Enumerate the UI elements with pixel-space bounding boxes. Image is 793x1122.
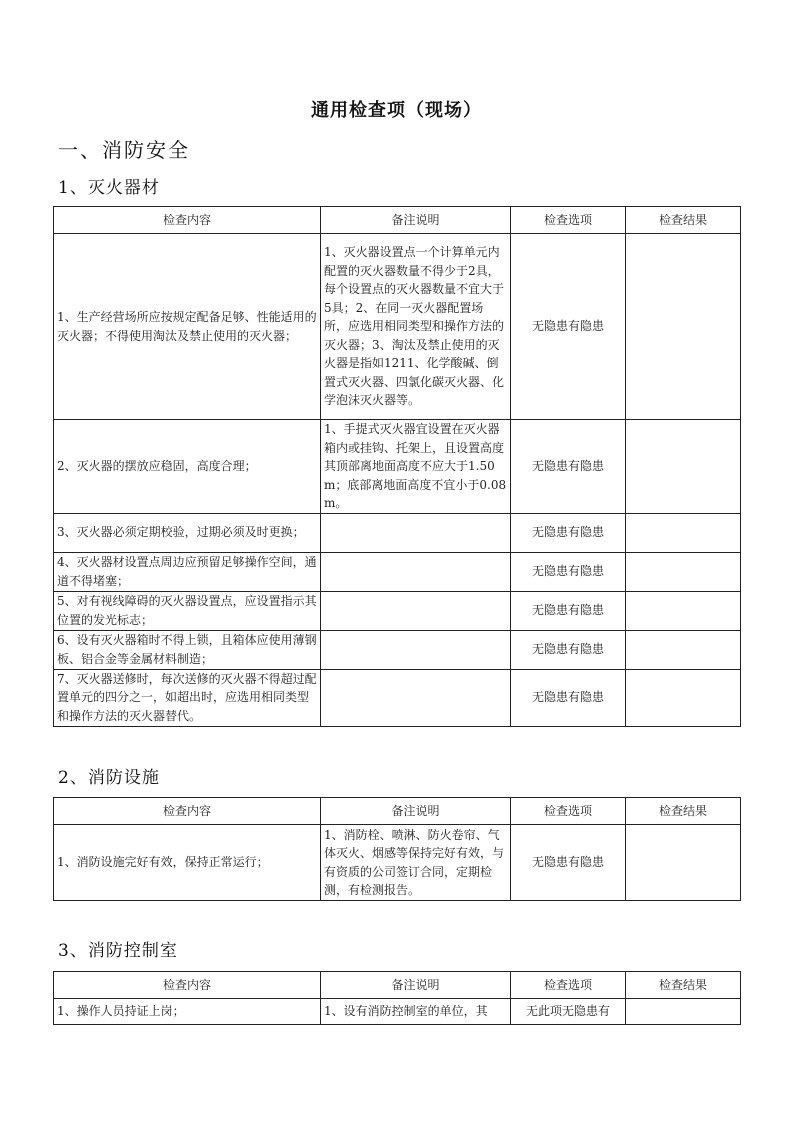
section-title: 一、消防安全 <box>58 138 190 162</box>
table-row <box>54 513 741 552</box>
row-option[interactable]: 无隐患有隐患 <box>511 513 626 552</box>
header-content: 检查内容 <box>54 798 321 825</box>
row-remark <box>321 669 511 726</box>
subsection-title-extinguishers: 1、灭火器材 <box>58 178 160 198</box>
table-row <box>54 825 741 901</box>
table-control-room <box>53 971 741 1025</box>
header-content: 检查内容 <box>54 972 321 999</box>
row-content: 1、消防设施完好有效，保持正常运行； <box>54 825 321 901</box>
row-option[interactable]: 无此项无隐患有 <box>511 999 626 1025</box>
row-remark <box>321 630 511 669</box>
row-result[interactable] <box>626 669 741 726</box>
header-option: 检查选项 <box>511 798 626 825</box>
row-option[interactable]: 无隐患有隐患 <box>511 591 626 630</box>
header-remark: 备注说明 <box>321 207 511 234</box>
row-result[interactable] <box>626 234 741 420</box>
row-remark <box>321 513 511 552</box>
row-remark: 1、消防栓、喷淋、防火卷帘、气体灭火、烟感等保持完好有效，与有资质的公司签订合同，定期检测，有检测报告。 <box>321 825 511 901</box>
row-content: 7、灭火器送修时，每次送修的灭火器不得超过配置单元的四分之一，如超出时，应选用相同类型和操作方法的灭火器替代。 <box>54 669 321 726</box>
table-row <box>54 591 741 630</box>
row-result[interactable] <box>626 552 741 591</box>
header-option: 检查选项 <box>511 207 626 234</box>
row-remark: 1、手提式灭火器宜设置在灭火器箱内或挂钩、托架上，且设置高度其顶部离地面高度不应大于1.50m；底部离地面高度不宜小于0.08m。 <box>321 420 511 514</box>
header-remark: 备注说明 <box>321 972 511 999</box>
row-content: 2、灭火器的摆放应稳固，高度合理； <box>54 420 321 514</box>
row-remark: 1、设有消防控制室的单位，其 <box>321 999 511 1025</box>
header-result: 检查结果 <box>626 798 741 825</box>
header-option: 检查选项 <box>511 972 626 999</box>
row-content: 4、灭火器材设置点周边应预留足够操作空间，通道不得堵塞； <box>54 552 321 591</box>
table-header-row <box>54 207 741 234</box>
row-remark: 1、灭火器设置点一个计算单元内配置的灭火器数量不得少于2具，每个设置点的灭火器数量不宜大于5具；2、在同一灭火器配置场所，应选用相同类型和操作方法的灭火器；3、淘汰及禁止使用的灭火器是指如1211、化学酸碱、倒置式灭火器、四氯化碳灭火器、化学泡沫灭火器等。 <box>321 234 511 420</box>
header-result: 检查结果 <box>626 207 741 234</box>
row-result[interactable] <box>626 999 741 1025</box>
row-option[interactable]: 无隐患有隐患 <box>511 420 626 514</box>
row-option[interactable]: 无隐患有隐患 <box>511 825 626 901</box>
row-option[interactable]: 无隐患有隐患 <box>511 669 626 726</box>
row-option[interactable]: 无隐患有隐患 <box>511 552 626 591</box>
row-result[interactable] <box>626 630 741 669</box>
table-row <box>54 999 741 1025</box>
row-content: 3、灭火器必须定期校验，过期必须及时更换； <box>54 513 321 552</box>
table-row <box>54 669 741 726</box>
table-header-row <box>54 972 741 999</box>
row-result[interactable] <box>626 591 741 630</box>
header-content: 检查内容 <box>54 207 321 234</box>
row-option[interactable]: 无隐患有隐患 <box>511 630 626 669</box>
row-content: 1、操作人员持证上岗； <box>54 999 321 1025</box>
table-row <box>54 234 741 420</box>
row-result[interactable] <box>626 825 741 901</box>
table-row <box>54 420 741 514</box>
table-facilities <box>53 797 741 901</box>
document-title: 通用检查项（现场） <box>311 100 482 121</box>
row-content: 6、设有灭火器箱时不得上锁，且箱体应使用薄钢板、铝合金等金属材料制造； <box>54 630 321 669</box>
header-remark: 备注说明 <box>321 798 511 825</box>
row-content: 1、生产经营场所应按规定配备足够、性能适用的灭火器；不得使用淘汰及禁止使用的灭火器； <box>54 234 321 420</box>
table-row <box>54 630 741 669</box>
table-header-row <box>54 798 741 825</box>
row-remark <box>321 591 511 630</box>
row-result[interactable] <box>626 513 741 552</box>
subsection-title-control-room: 3、消防控制室 <box>58 941 178 961</box>
table-extinguishers <box>53 206 741 727</box>
subsection-title-facilities: 2、消防设施 <box>58 768 160 788</box>
row-result[interactable] <box>626 420 741 514</box>
row-remark <box>321 552 511 591</box>
row-option[interactable]: 无隐患有隐患 <box>511 234 626 420</box>
row-content: 5、对有视线障碍的灭火器设置点，应设置指示其位置的发光标志； <box>54 591 321 630</box>
table-row <box>54 552 741 591</box>
header-result: 检查结果 <box>626 972 741 999</box>
